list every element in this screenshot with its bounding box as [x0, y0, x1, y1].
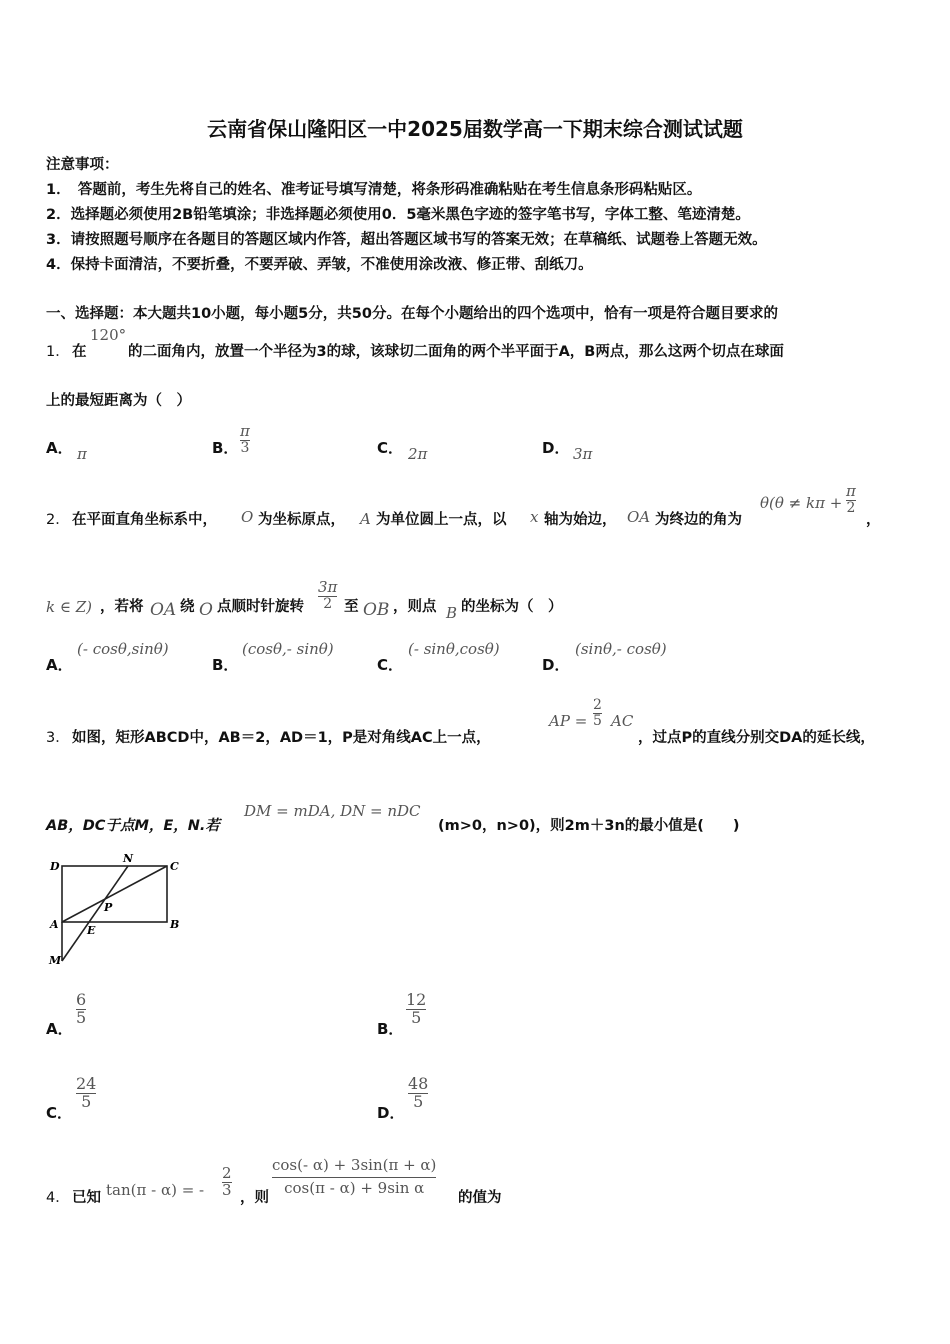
q3-text-line2: AB，DC于点M，E，N.若 [46, 818, 220, 834]
q2-text: 为终边的角为 [655, 512, 742, 528]
q3-option-d-value [408, 1076, 428, 1111]
q2-math: OA [627, 508, 651, 526]
q2-math: x [530, 508, 539, 526]
q3-option-c-den: 5 [81, 1091, 92, 1111]
q1-pre: 在 [72, 344, 87, 360]
q1-option-c-label: C． [377, 439, 404, 457]
line-mn [62, 866, 128, 961]
q3-ap-den: 5 [593, 712, 602, 729]
q4-tan-den: 3 [222, 1180, 232, 1199]
section-heading: 一、选择题：本大题共10小题，每小题5分，共50分。在每个小题给出的四个选项中，恰有一项是符合题目要求的 [46, 306, 778, 322]
q3-option-c-num: 24 [76, 1074, 97, 1093]
q4-text: 的值为 [458, 1190, 502, 1206]
notice-item: 1． 答题前，考生先将自己的姓名、准考证号填写清楚，将条形码准确粘贴在考生信息条形码粘贴区。 [46, 182, 702, 198]
q1-option-b-num: π [240, 422, 250, 440]
q2-math: A [360, 510, 371, 528]
q2-pi-half-num: π [846, 482, 856, 500]
q4-expression [272, 1158, 436, 1197]
q1-number: 1． [46, 344, 70, 360]
q1-option-b-fraction [240, 424, 250, 455]
q3-ac: AC [611, 712, 634, 730]
page-title: 云南省保山隆阳区一中2025届数学高一下期末综合测试试题 [207, 117, 743, 141]
q3-text-line2b: (m>0，n>0)，则2m＋3n的最小值是( ) [438, 818, 740, 834]
diagonal-ac [62, 866, 167, 922]
q2-math: OB [363, 600, 390, 620]
q2-theta: θ(θ ≠ kπ + [760, 494, 843, 512]
q3-text: ，过点P的直线分别交DA的延长线， [638, 730, 875, 746]
label-e: E [87, 924, 96, 937]
q2-kz: k ∈ Z) [46, 598, 93, 616]
q4-tan-num: 2 [222, 1164, 232, 1182]
q2-rotation-den: 2 [323, 595, 333, 612]
q2-rotation-num: 3π [318, 578, 338, 596]
q3-ap: AP = [549, 712, 588, 730]
q3-option-d-den: 5 [413, 1091, 424, 1111]
q1-option-d-value: 3π [573, 445, 593, 463]
q2-text: ，若将 [100, 599, 144, 615]
q1-option-b-label: B． [212, 439, 239, 457]
q2-text: ，则点 [393, 599, 437, 615]
q1-text: 的二面角内，放置一个半径为3的球，该球切二面角的两个半平面于A，B两点，那么这两个切点在球面 [128, 344, 784, 360]
q4-expr-den: cos(π - α) + 9sin α [284, 1178, 425, 1197]
q2-option-a-value: (- cosθ,sinθ) [77, 640, 169, 658]
q3-ap-fraction [593, 698, 602, 728]
q2-number: 2． [46, 512, 70, 528]
q2-text: 在平面直角坐标系中， [72, 512, 217, 528]
notice-item: 4．保持卡面清洁，不要折叠，不要弄破、弄皱，不准使用涂改液、修正带、刮纸刀。 [46, 257, 593, 273]
q3-option-d-label: D． [377, 1104, 405, 1122]
q2-math: B [446, 604, 458, 622]
q2-option-d-value: (sinθ,- cosθ) [575, 640, 667, 658]
q4-expr-num: cos(- α) + 3sin(π + α) [272, 1156, 437, 1174]
notice-item: 3．请按照题号顺序在各题目的答题区域内作答，超出答题区域书写的答案无效；在草稿纸、试题卷上答题无效。 [46, 232, 767, 248]
q1-option-a-label: A． [46, 439, 73, 457]
q2-math: O [199, 600, 213, 620]
q2-pi-half [846, 484, 856, 515]
q2-option-c-label: C． [377, 656, 404, 674]
q1-option-b-den: 3 [240, 439, 250, 456]
q4-tan-fraction [222, 1166, 232, 1199]
q3-condition: DM = mDA, DN = nDC [244, 802, 421, 820]
q2-text: 轴为始边， [544, 512, 617, 528]
q1-option-c-value: 2π [408, 445, 428, 463]
q1-text-line2: 上的最短距离为（ ） [46, 393, 191, 409]
q3-text: 如图，矩形ABCD中，AB＝2，AD＝1，P是对角线AC上一点， [72, 730, 491, 746]
q2-text: 为单位圆上一点，以 [376, 512, 507, 528]
q4-tan: tan(π - α) = - [106, 1181, 205, 1199]
q2-math: O [241, 508, 254, 526]
q3-ap-num: 2 [593, 697, 602, 713]
q3-option-a-den: 5 [76, 1007, 87, 1027]
q1-option-a-value: π [77, 445, 87, 463]
q3-option-a-num: 6 [76, 990, 87, 1009]
q3-option-c-label: C． [46, 1104, 73, 1122]
q1-angle: 120° [90, 326, 127, 344]
q3-option-b-num: 12 [406, 990, 427, 1009]
q3-option-b-value [406, 992, 426, 1027]
q2-option-b-label: B． [212, 656, 239, 674]
notice-heading: 注意事项： [46, 157, 119, 173]
q3-figure [44, 850, 184, 970]
q3-number: 3． [46, 730, 70, 746]
q2-text: 至 [344, 599, 359, 615]
q4-text: 已知 [72, 1190, 101, 1206]
q3-option-c-value [76, 1076, 96, 1111]
q2-rotation [318, 580, 337, 611]
label-c: C [170, 860, 179, 873]
q2-math: OA [150, 600, 177, 620]
q2-option-b-value: (cosθ,- sinθ) [242, 640, 334, 658]
q2-text: 点顺时针旋转 [217, 599, 304, 615]
label-m: M [49, 954, 62, 967]
q2-option-a-label: A． [46, 656, 73, 674]
q3-option-a-label: A． [46, 1020, 73, 1038]
label-p: P [104, 901, 113, 914]
label-n: N [123, 852, 134, 865]
label-a: A [50, 918, 59, 931]
q4-text: ，则 [240, 1190, 269, 1206]
label-b: B [170, 918, 180, 931]
q3-option-d-num: 48 [408, 1074, 429, 1093]
q1-option-d-label: D． [542, 439, 570, 457]
q2-option-d-label: D． [542, 656, 570, 674]
q3-option-b-den: 5 [411, 1007, 422, 1027]
q2-text: ， [866, 512, 881, 528]
q2-text: 为坐标原点， [258, 512, 345, 528]
q3-option-a-value [76, 992, 86, 1027]
q2-pi-half-den: 2 [846, 499, 856, 516]
notice-item: 2．选择题必须使用2B铅笔填涂；非选择题必须使用0．5毫米黑色字迹的签字笔书写，字体工整、笔迹清楚。 [46, 207, 750, 223]
q2-option-c-value: (- sinθ,cosθ) [408, 640, 500, 658]
q2-text: 绕 [180, 599, 195, 615]
q3-option-b-label: B． [377, 1020, 404, 1038]
q4-number: 4． [46, 1190, 70, 1206]
q2-text: 的坐标为（ ） [461, 599, 563, 615]
label-d: D [50, 860, 60, 873]
